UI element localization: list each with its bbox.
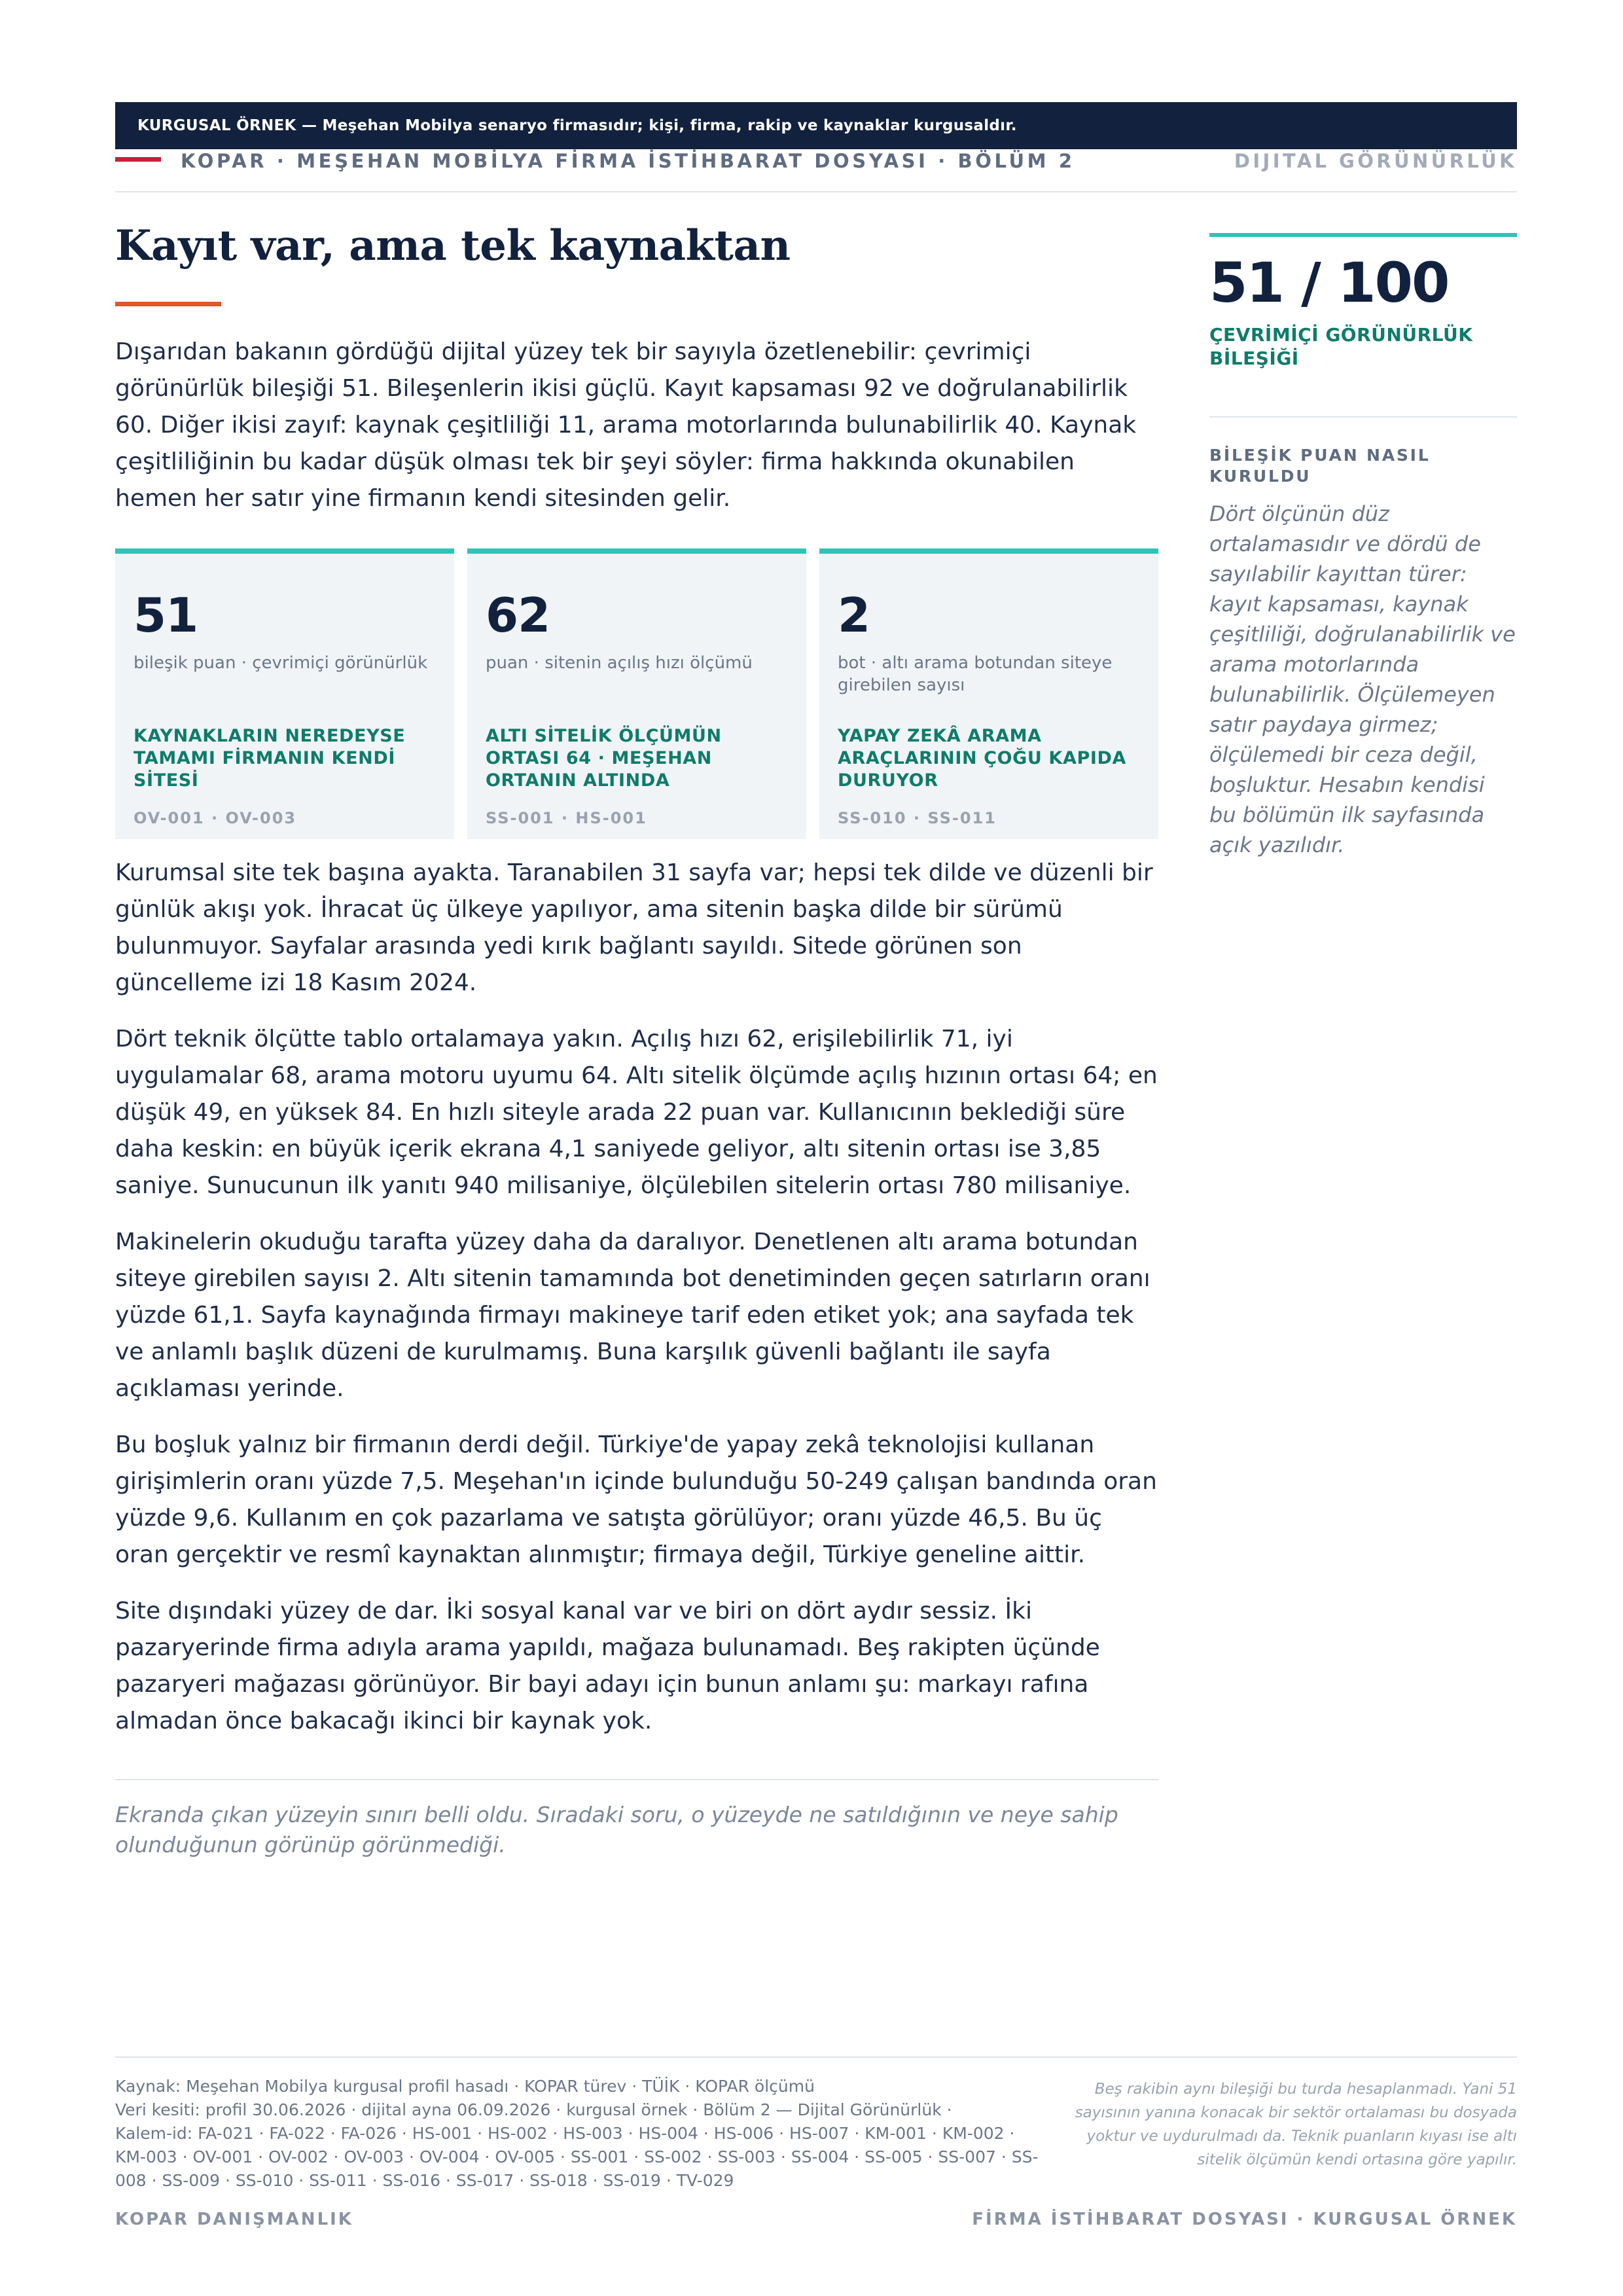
sidebar-accent-rule (1209, 233, 1517, 237)
section-accent-bar (115, 157, 161, 162)
body-paragraph: Site dışındaki yüzey de dar. İki sosyal kanal var ve biri on dört aydır sessiz. İki pazaryerinde firma adıyla arama yapıldı, mağaza bulunamadı. Beş rakipten üçünde pazaryeri mağazası görünüyor. Bir bayi adayı için bunun anlamı şu: markayı rafına almadan önce bakacağı ikinci bir kaynak yok. (115, 1598, 1100, 1734)
body-paragraph: Dört teknik ölçütte tablo ortalamaya yakın. Açılış hızı 62, erişilebilirlik 71, iyi uygulamalar 68, arama motoru uyumu 64. Altı sitelik ölçümde açılış hızının ortası 64; en düşük 49, en yüksek 84. En hızlı siteyle arada 22 puan var. Kullanıcının beklediği süre daha keskin: en büyük içerik ekrana 4,1 saniyede geliyor, altı sitenin ortası ise 3,85 saniye. Sunucunun ilk yanıtı 940 milisaniye, ölçülebilen sitelerin ortası 780 milisaniye. (115, 1026, 1158, 1199)
sidebar-method-text: Dört ölçünün düz ortalamasıdır ve dördü de sayılabilir kayıttan türer: kayıt kapsaması, kaynak çeşitliliği, doğrulanabilirlik ve arama motorlarında bulunabilirlik. Ölçülemeyen satır paydaya girmez; ölçülemedi bir ceza değil, boşluktur. Hesabın kendisi bu bölümün ilk sayfasında açık yazılıdır. (1209, 501, 1516, 857)
footer-item-ids: Kalem-id: FA-021 · FA-022 · FA-026 · HS-001 · HS-002 · HS-003 · HS-004 · HS-006 · HS-007 · KM-001 · KM-002 · KM-003 · OV-001 · OV-002 · OV-003 · OV-004 · OV-005 · SS-001 · SS-002 · SS-003 · SS-004 · SS-005 · SS-007 · SS-008 · SS-009 · SS-010 · SS-011 · SS-016 · SS-017 · SS-018 · SS-019 · TV-029 (115, 2124, 1039, 2190)
title-underline (115, 302, 221, 306)
metric-card-bots (819, 548, 1158, 839)
metric-description: puan · sitenin açılış hızı ölçümü (486, 653, 753, 673)
footer-document-label: FİRMA İSTİHBARAT DOSYASI · KURGUSAL ÖRNEK (972, 2210, 1517, 2229)
metric-description: bileşik puan · çevrimiçi görünürlük (134, 653, 428, 673)
body-text (115, 855, 1158, 1759)
fictional-example-banner (115, 102, 1517, 149)
running-head: KOPAR · MEŞEHAN MOBİLYA FİRMA İSTİHBARAT DOSYASI · BÖLÜM 2 (181, 150, 1075, 172)
metric-caption: YAPAY ZEKÂ ARAMA ARAÇLARININ ÇOĞU KAPIDA DURUYOR (838, 726, 1126, 791)
body-paragraph: Makinelerin okuduğu tarafta yüzey daha da daralıyor. Denetlenen altı arama botundan siteye girebilen sayısı 2. Altı sitenin tamamında bot denetiminden geçen satırların oranı yüzde 61,1. Sayfa kaynağında firmayı makineye tarif eden etiket yok; ana sayfada tek ve anlamlı başlık düzeni de kurulmamış. Buna karşılık güvenli bağlantı ile sayfa açıklaması yerinde. (115, 1229, 1150, 1402)
header-divider (115, 191, 1517, 192)
sidebar-divider (1209, 416, 1517, 418)
sidebar-score: 51 / 100 (1209, 251, 1449, 315)
metric-value: 2 (838, 588, 870, 643)
metric-refs: OV-001 · OV-003 (134, 809, 297, 827)
footer-data-cut: Veri kesiti: profil 30.06.2026 · dijital ayna 06.09.2026 · kurgusal örnek · Bölüm 2 — Dijital Görünürlük · (115, 2100, 952, 2119)
metric-cards (115, 548, 1158, 839)
metric-refs: SS-001 · HS-001 (486, 809, 647, 827)
metric-refs: SS-010 · SS-011 (838, 809, 997, 827)
metric-value: 51 (134, 588, 198, 643)
banner-text: KURGUSAL ÖRNEK — Meşehan Mobilya senaryo firmasıdır; kişi, firma, rakip ve kaynaklar kurgusaldır. (137, 117, 1017, 134)
footer-source-line: Kaynak: Meşehan Mobilya kurgusal profil hasadı · KOPAR türev · TÜİK · KOPAR ölçümü (115, 2077, 815, 2096)
footer-divider (115, 2056, 1517, 2058)
metric-card-composite (115, 548, 454, 839)
body-paragraph: Kurumsal site tek başına ayakta. Taranabilen 31 sayfa var; hepsi tek dilde ve düzenli bir günlük akışı yok. İhracat üç ülkeye yapılıyor, ama sitenin başka dilde bir sürümü bulunmuyor. Sayfalar arasında yedi kırık bağlantı sayıldı. Sitede görünen son güncelleme izi 18 Kasım 2024. (115, 859, 1153, 996)
footer-brand: KOPAR DANIŞMANLIK (115, 2210, 353, 2229)
sidebar-score-label: ÇEVRİMİÇİ GÖRÜNÜRLÜK BİLEŞİĞİ (1209, 324, 1473, 369)
body-paragraph: Bu boşluk yalnız bir firmanın derdi değil. Türkiye'de yapay zekâ teknolojisi kullanan girişimlerin oranı yüzde 7,5. Meşehan'ın içinde bulunduğu 50-249 çalışan bandında oran yüzde 9,6. Kullanım en çok pazarlama ve satışta görülüyor; oranı yüzde 46,5. Bu üç oran gerçektir ve resmî kaynaktan alınmıştır; firmaya değil, Türkiye geneline aittir. (115, 1431, 1157, 1568)
page-title: Kayıt var, ama tek kaynaktan (115, 221, 791, 270)
metric-description: bot · altı arama botundan siteye girebilen sayısı (838, 653, 1113, 695)
running-head-section: DIJITAL GÖRÜNÜRLÜK (1234, 150, 1517, 172)
footer-note: Beş rakibin aynı bileşiği bu turda hesaplanmadı. Yani 51 sayısının yanına konacak bir sektör ortalaması bu dosyada yoktur ve uydurulmadı da. Teknik puanların kıyası ise altı sitelik ölçümün kendi ortasına göre yapılır. (1075, 2081, 1517, 2168)
closing-divider (115, 1779, 1158, 1780)
footer-sources (115, 2075, 1044, 2193)
intro-block (115, 334, 1158, 537)
metric-caption: KAYNAKLARIN NEREDEYSE TAMAMI FİRMANIN KENDİ SİTESİ (134, 726, 406, 791)
intro-paragraph: Dışarıdan bakanın gördüğü dijital yüzey tek bir sayıyla özetlenebilir: çevrimiçi görünürlük bileşiği 51. Bileşenlerin ikisi güçlü. Kayıt kapsaması 92 ve doğrulanabilirlik 60. Diğer ikisi zayıf: kaynak çeşitliliği 11, arama motorlarında bulunabilirlik 40. Kaynak çeşitliliğinin bu kadar düşük olması tek bir şeyi söyler: firma hakkında okunabilen hemen her satır yine firmanın kendi sitesinden gelir. (115, 338, 1137, 512)
sidebar-method-heading: BİLEŞİK PUAN NASIL KURULDU (1209, 446, 1431, 486)
metric-card-speed (467, 548, 806, 839)
metric-caption: ALTI SİTELİK ÖLÇÜMÜN ORTASI 64 · MEŞEHAN ORTANIN ALTINDA (486, 726, 722, 791)
closing-note: Ekranda çıkan yüzeyin sınırı belli oldu. Sıradaki soru, o yüzeyde ne satıldığının ve neye sahip olunduğunun görünüp görünmediği. (115, 1802, 1118, 1857)
metric-value: 62 (486, 588, 550, 643)
